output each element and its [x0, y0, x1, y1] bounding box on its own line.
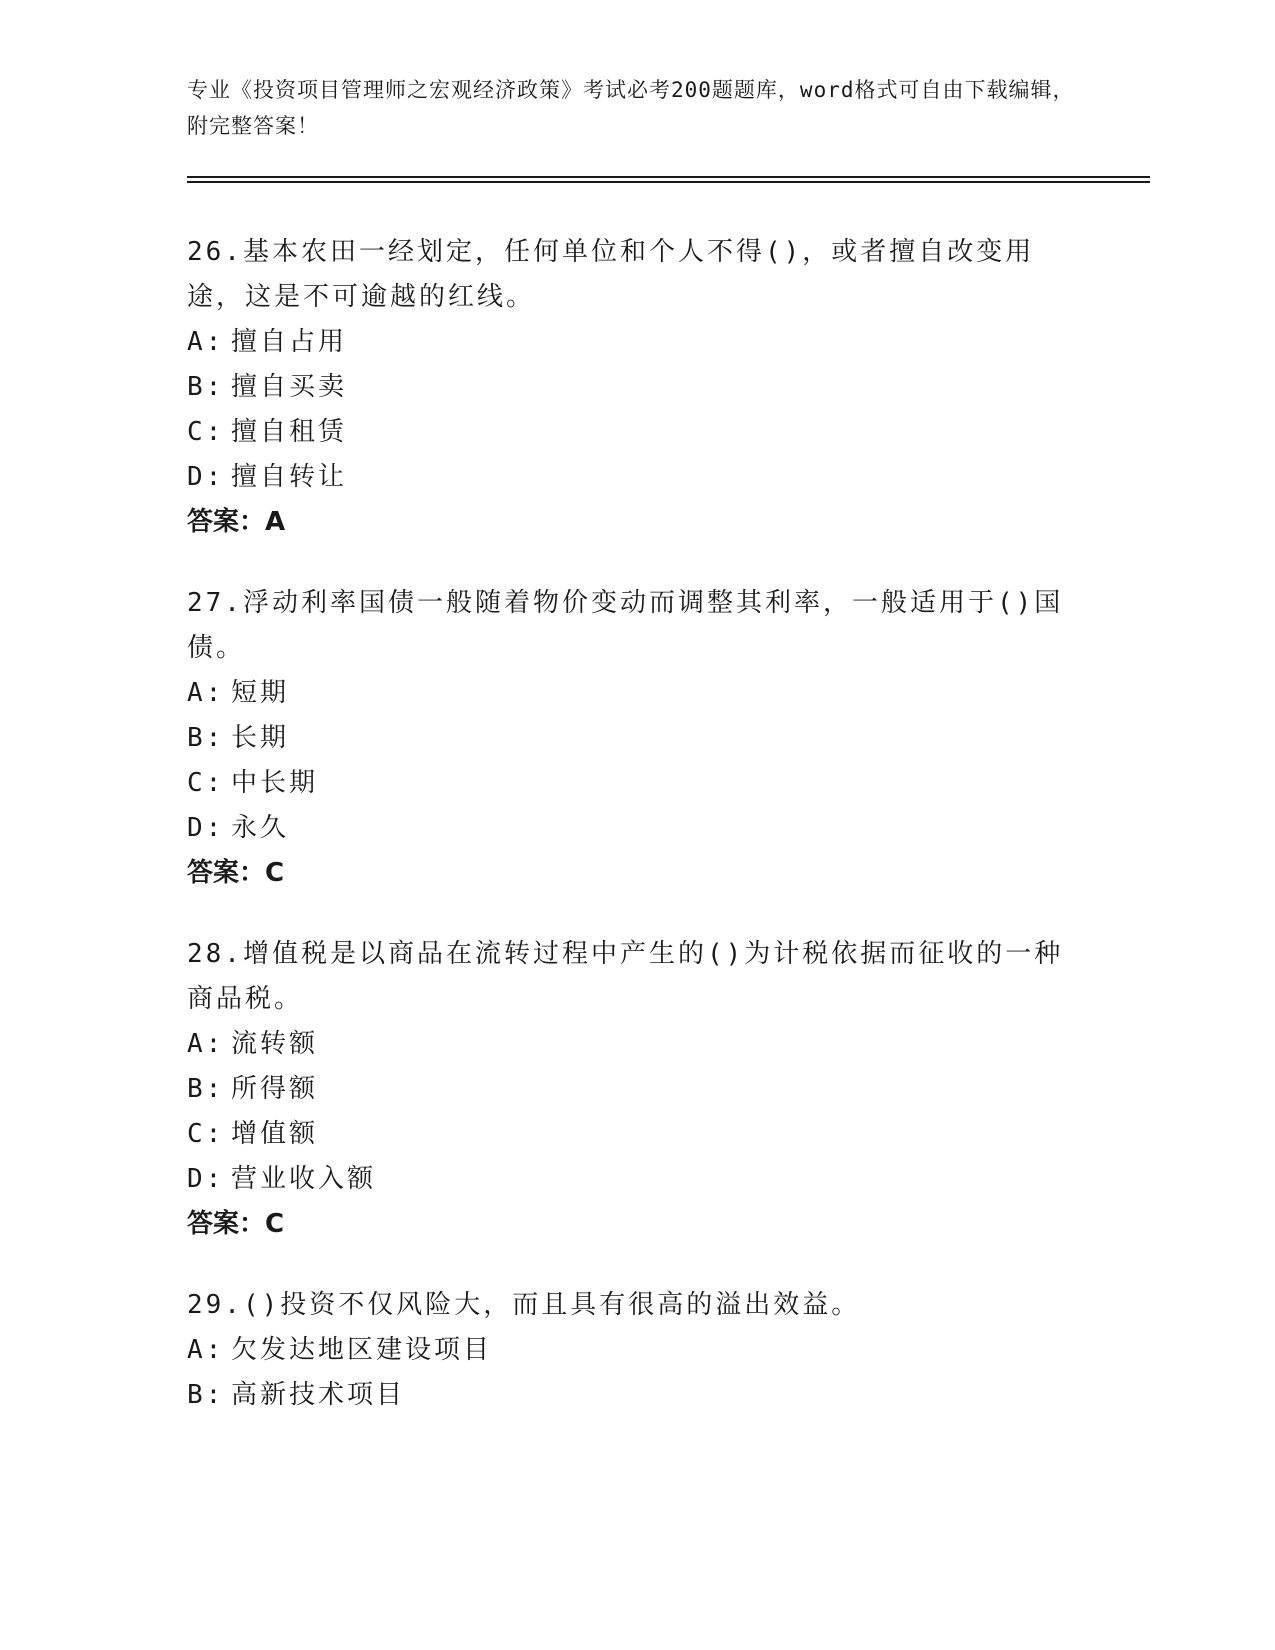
question-29 [187, 1283, 1087, 1418]
option-text: 长期 [231, 723, 290, 753]
document-header: 专业《投资项目管理师之宏观经济政策》考试必考200题题库，word格式可自由下载编辑，附完整答案！ [187, 78, 1075, 138]
question-27 [187, 581, 1087, 896]
option-text: 所得额 [231, 1074, 319, 1104]
question-26 [187, 230, 1087, 545]
option-text: 中长期 [231, 768, 319, 798]
option-c [187, 1112, 1087, 1157]
question-text: 27.浮动利率国债一般随着物价变动而调整其利率，一般适用于()国债。 [187, 588, 1064, 663]
option-letter: B: [187, 372, 225, 402]
option-a [187, 671, 1087, 716]
option-b [187, 365, 1087, 410]
option-a [187, 1022, 1087, 1067]
header-rule-bottom [187, 181, 1150, 183]
option-b [187, 1067, 1087, 1112]
option-d [187, 455, 1087, 500]
option-letter: D: [187, 813, 225, 843]
answer: 答案：A [187, 507, 286, 537]
option-text: 短期 [231, 678, 290, 708]
option-letter: D: [187, 462, 225, 492]
option-d [187, 1157, 1087, 1202]
option-letter: C: [187, 768, 225, 798]
option-letter: C: [187, 1119, 225, 1149]
option-text: 擅自买卖 [231, 372, 348, 402]
option-a [187, 320, 1087, 365]
option-text: 欠发达地区建设项目 [231, 1335, 493, 1365]
option-c [187, 761, 1087, 806]
option-text: 擅自租赁 [231, 417, 348, 447]
question-list [187, 230, 1087, 1454]
option-letter: A: [187, 1335, 225, 1365]
option-text: 擅自占用 [231, 327, 348, 357]
question-28 [187, 932, 1087, 1247]
answer: 答案：C [187, 1209, 285, 1239]
question-text: 28.增值税是以商品在流转过程中产生的()为计税依据而征收的一种商品税。 [187, 939, 1064, 1014]
option-letter: D: [187, 1164, 225, 1194]
option-text: 增值额 [231, 1119, 319, 1149]
option-a [187, 1328, 1087, 1373]
question-text: 29.()投资不仅风险大，而且具有很高的溢出效益。 [187, 1290, 861, 1320]
question-text: 26.基本农田一经划定，任何单位和个人不得()，或者擅自改变用途，这是不可逾越的红线。 [187, 237, 1035, 312]
option-text: 高新技术项目 [231, 1380, 406, 1410]
option-text: 永久 [231, 813, 290, 843]
option-text: 擅自转让 [231, 462, 348, 492]
option-letter: C: [187, 417, 225, 447]
option-c [187, 410, 1087, 455]
option-letter: B: [187, 1074, 225, 1104]
option-letter: A: [187, 678, 225, 708]
header-rule-top [187, 176, 1150, 178]
option-letter: A: [187, 327, 225, 357]
option-letter: B: [187, 723, 225, 753]
option-letter: A: [187, 1029, 225, 1059]
answer: 答案：C [187, 858, 285, 888]
option-d [187, 806, 1087, 851]
option-b [187, 1373, 1087, 1418]
option-b [187, 716, 1087, 761]
option-letter: B: [187, 1380, 225, 1410]
option-text: 流转额 [231, 1029, 319, 1059]
option-text: 营业收入额 [231, 1164, 377, 1194]
